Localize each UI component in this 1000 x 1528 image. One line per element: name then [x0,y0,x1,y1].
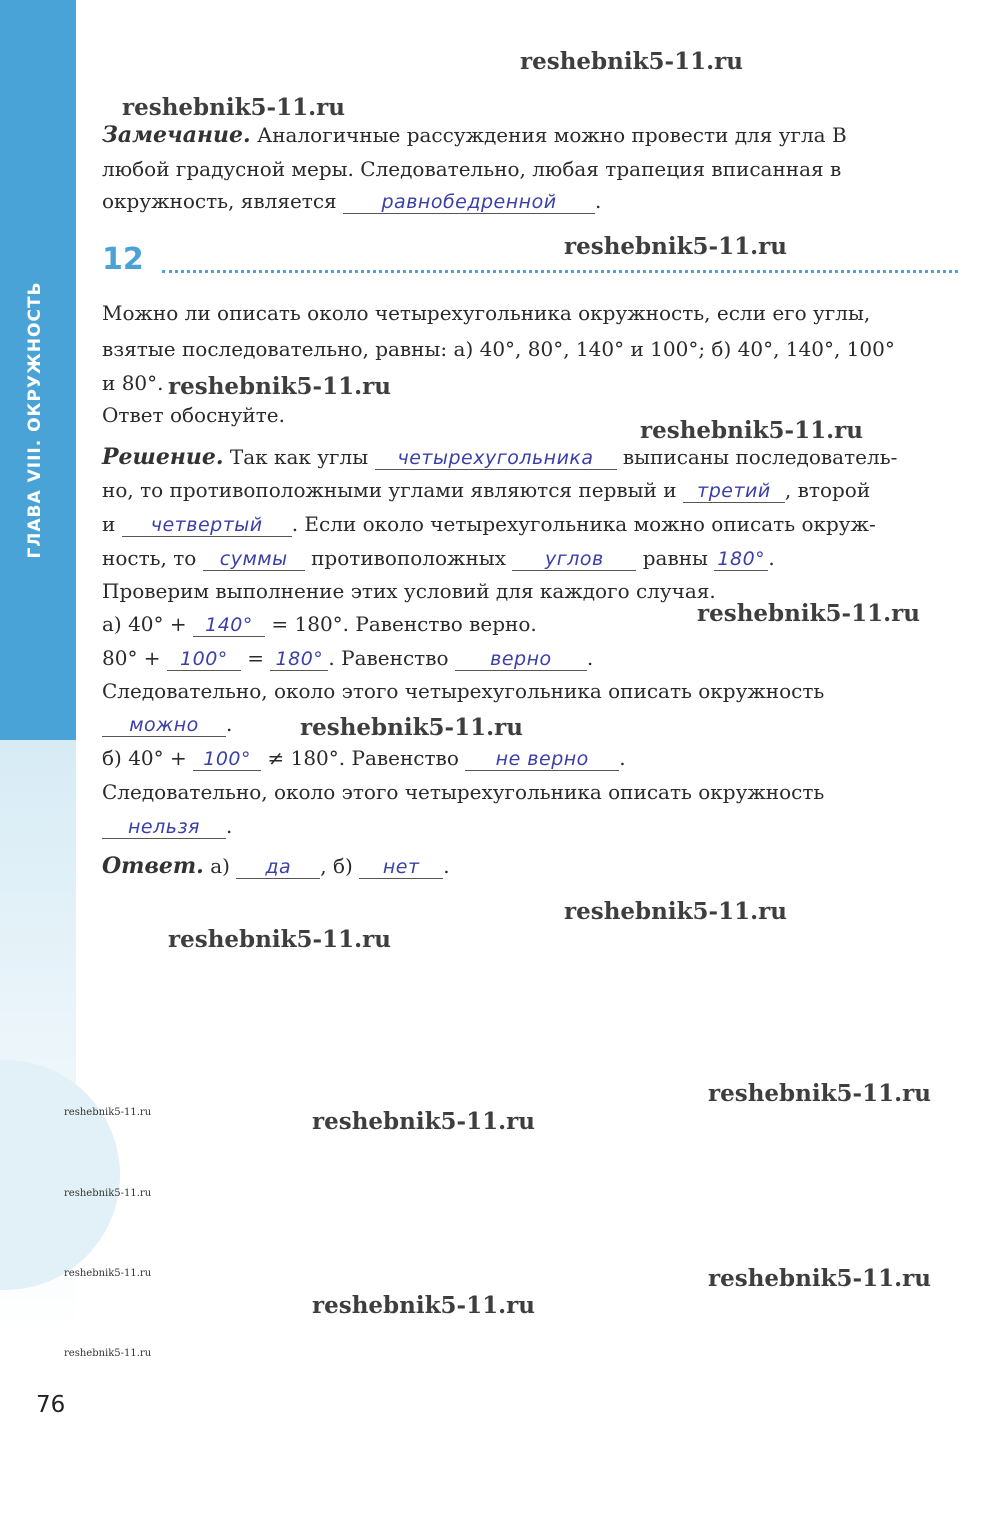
case-b-line-1 [102,745,626,771]
case-b-line-2: Следовательно, около этого четырехугольника описать окружность [102,780,825,804]
case-a-line-1 [102,611,537,637]
period: . [443,854,450,878]
period: . [595,189,602,213]
watermark: reshebnik5-11.ru [312,1108,535,1135]
watermark: reshebnik5-11.ru [708,1265,931,1292]
handwritten-answer: верно [455,648,587,671]
solution-text: выписаны последователь- [622,445,898,469]
handwritten-answer: 100° [193,748,261,771]
question-line-4: Ответ обоснуйте. [102,403,285,427]
watermark-small: reshebnik5-11.ru [64,1268,152,1279]
remark-line-1 [102,122,955,148]
handwritten-answer: четвертый [122,514,292,537]
watermark-small: reshebnik5-11.ru [64,1107,152,1118]
solution-text: противоположных [311,546,506,570]
page-number: 76 [36,1392,66,1418]
period: . [226,712,233,736]
remark-text: Аналогичные рассуждения можно провести для угла В [257,123,847,147]
handwritten-answer: равнобедренной [343,191,595,214]
solution-text: . Если около четырехугольника можно описать окруж- [291,512,876,536]
handwritten-answer: нет [359,856,443,879]
solution-text: = [247,646,265,670]
handwritten-answer: 100° [167,648,241,671]
solution-line-4 [102,545,775,571]
watermark: reshebnik5-11.ru [300,714,523,741]
solution-line-1 [102,444,897,470]
case-a-line-3: Следовательно, около этого четырехугольника описать окружность [102,679,825,703]
watermark: reshebnik5-11.ru [168,926,391,953]
period: . [768,546,775,570]
watermark: reshebnik5-11.ru [520,48,743,75]
watermark-small: reshebnik5-11.ru [64,1348,152,1359]
period: . [619,746,626,770]
handwritten-answer: 180° [270,648,328,671]
solution-text: ≠ 180°. Равенство [267,746,459,770]
solution-line-2 [102,477,870,503]
solution-text: а) 40° + [102,612,187,636]
dotted-divider [162,270,958,273]
handwritten-answer: да [236,856,320,879]
handwritten-answer: не верно [465,748,619,771]
question-line-2: взятые последовательно, равны: а) 40°, 80°, 140° и 100°; б) 40°, 140°, 100° [102,337,895,361]
remark-line-3 [102,188,601,214]
solution-text: ность, то [102,546,197,570]
handwritten-answer: 180° [714,548,768,571]
watermark: reshebnik5-11.ru [564,898,787,925]
question-line-3: и 80°. [102,371,164,395]
watermark: reshebnik5-11.ru [697,600,920,627]
handwritten-answer: 140° [193,614,265,637]
watermark: reshebnik5-11.ru [564,233,787,260]
handwritten-answer: нельзя [102,816,226,839]
watermark: reshebnik5-11.ru [312,1292,535,1319]
handwritten-answer: третий [683,480,785,503]
task-number: 12 [102,242,144,277]
remark-label: Замечание. [102,122,251,148]
handwritten-answer: четырехугольника [375,447,617,470]
solution-text: . Равенство [328,646,449,670]
answer-line [102,853,450,879]
remark-line-2: любой градусной меры. Следовательно, любая трапеция вписанная в [102,157,842,181]
solution-text: но, то противоположными углами являются первый и [102,478,677,502]
case-b-line-3 [102,813,232,839]
handwritten-answer: суммы [203,548,305,571]
solution-line-5: Проверим выполнение этих условий для каждого случая. [102,579,716,603]
decorative-circle [0,1060,120,1290]
solution-text: 80° + [102,646,161,670]
watermark: reshebnik5-11.ru [122,94,345,121]
watermark: reshebnik5-11.ru [640,417,863,444]
handwritten-answer: углов [512,548,636,571]
answer-label: Ответ. [102,853,204,879]
case-a-line-4 [102,711,232,737]
watermark: reshebnik5-11.ru [168,373,391,400]
answer-text: а) [210,854,230,878]
solution-text: = 180°. Равенство верно. [271,612,537,636]
handwritten-answer: можно [102,714,226,737]
solution-line-3 [102,511,876,537]
remark-text: окружность, является [102,189,337,213]
chapter-title: ГЛАВА VIII. ОКРУЖНОСТЬ [25,281,45,559]
case-a-line-2 [102,645,593,671]
solution-text: , второй [784,478,871,502]
period: . [586,646,594,670]
watermark-small: reshebnik5-11.ru [64,1188,152,1199]
solution-text: б) 40° + [102,746,187,770]
solution-text: и [102,512,116,536]
period: . [226,814,233,838]
solution-label: Решение. [102,444,224,470]
solution-text: равны [642,546,708,570]
answer-text: , б) [320,854,353,878]
watermark: reshebnik5-11.ru [708,1080,931,1107]
solution-text: Так как углы [229,445,369,469]
question-line-1: Можно ли описать около четырехугольника окружность, если его углы, [102,301,871,325]
